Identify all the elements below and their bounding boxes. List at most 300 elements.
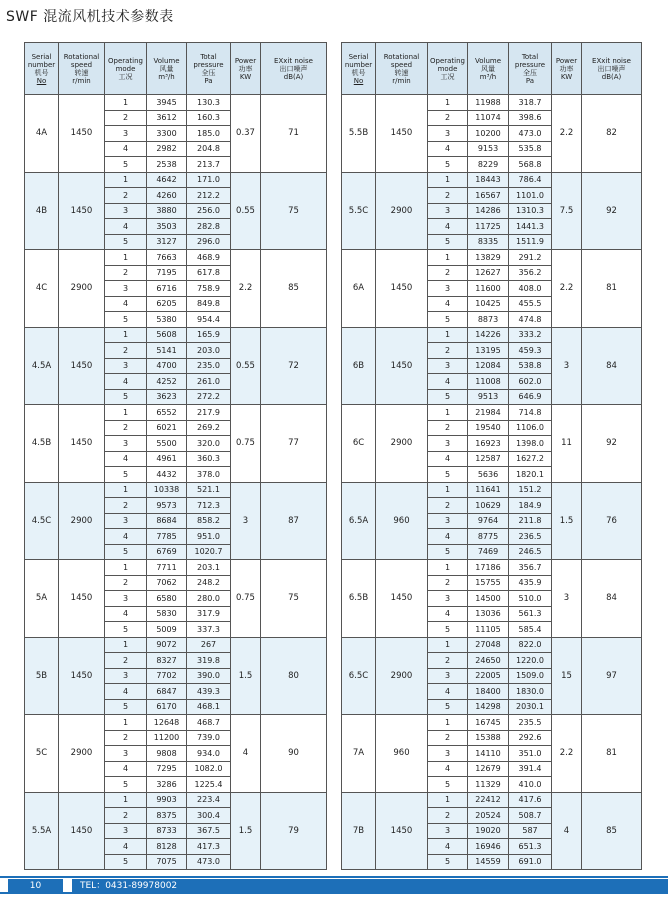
table-row (342, 482, 642, 498)
mode-cell: 5 (428, 622, 468, 638)
header-row (342, 43, 642, 95)
header-line: EXxit noise (592, 56, 631, 65)
pressure-cell: 248.2 (187, 575, 231, 591)
pressure-cell: 300.4 (187, 808, 231, 824)
volume-cell: 19020 (468, 823, 509, 839)
header-line: r/min (392, 76, 411, 85)
header-line: No (353, 76, 364, 85)
header-line: r/min (72, 76, 91, 85)
mode-cell: 3 (105, 203, 147, 219)
mode-cell: 4 (428, 374, 468, 390)
speed-cell: 960 (376, 482, 428, 560)
mode-cell: 5 (105, 699, 147, 715)
speed-cell: 2900 (376, 405, 428, 483)
header-line: speed (70, 60, 93, 69)
volume-cell: 11008 (468, 374, 509, 390)
speed-cell: 2900 (376, 637, 428, 715)
volume-cell: 4432 (147, 467, 187, 483)
mode-cell: 1 (428, 560, 468, 576)
model-cell: 6B (342, 327, 376, 405)
mode-cell: 5 (105, 467, 147, 483)
volume-cell: 12627 (468, 265, 509, 281)
volume-cell: 17186 (468, 560, 509, 576)
table-row (25, 172, 327, 188)
volume-cell: 11200 (147, 730, 187, 746)
noise-cell: 75 (261, 172, 327, 250)
pressure-cell: 203.0 (187, 343, 231, 359)
pressure-cell: 1106.0 (509, 420, 552, 436)
power-cell: 1.5 (231, 637, 261, 715)
pressure-cell: 849.8 (187, 296, 231, 312)
mode-cell: 2 (105, 498, 147, 514)
mode-cell: 5 (428, 854, 468, 870)
pressure-cell: 351.0 (509, 746, 552, 762)
volume-cell: 22005 (468, 668, 509, 684)
noise-cell: 92 (582, 405, 642, 483)
volume-cell: 6847 (147, 684, 187, 700)
pressure-cell: 739.0 (187, 730, 231, 746)
pressure-cell: 712.3 (187, 498, 231, 514)
speed-cell: 1450 (59, 637, 105, 715)
volume-cell: 11074 (468, 110, 509, 126)
header-line: Power (555, 56, 578, 65)
pressure-cell: 203.1 (187, 560, 231, 576)
volume-cell: 16567 (468, 188, 509, 204)
mode-cell: 3 (428, 203, 468, 219)
volume-cell: 14286 (468, 203, 509, 219)
noise-cell: 85 (582, 792, 642, 870)
mode-cell: 5 (428, 699, 468, 715)
volume-cell: 6552 (147, 405, 187, 421)
header-volume (147, 43, 187, 95)
mode-cell: 3 (428, 668, 468, 684)
mode-cell: 2 (105, 265, 147, 281)
pressure-cell: 1220.0 (509, 653, 552, 669)
table-row (25, 405, 327, 421)
volume-cell: 5141 (147, 343, 187, 359)
mode-cell: 2 (105, 653, 147, 669)
header-total-pressure (509, 43, 552, 95)
mode-cell: 5 (105, 777, 147, 793)
mode-cell: 4 (105, 219, 147, 235)
pressure-cell: 212.2 (187, 188, 231, 204)
volume-cell: 3880 (147, 203, 187, 219)
power-cell: 2.2 (552, 250, 582, 328)
pressure-cell: 714.8 (509, 405, 552, 421)
volume-cell: 3612 (147, 110, 187, 126)
noise-cell: 97 (582, 637, 642, 715)
mode-cell: 3 (428, 746, 468, 762)
power-cell: 3 (552, 560, 582, 638)
mode-cell: 4 (105, 761, 147, 777)
pressure-cell: 317.9 (187, 606, 231, 622)
volume-cell: 9903 (147, 792, 187, 808)
noise-cell: 87 (261, 482, 327, 560)
volume-cell: 15755 (468, 575, 509, 591)
pressure-cell: 786.4 (509, 172, 552, 188)
model-cell: 6.5B (342, 560, 376, 638)
pressure-cell: 184.9 (509, 498, 552, 514)
volume-cell: 4252 (147, 374, 187, 390)
noise-cell: 90 (261, 715, 327, 793)
header-line: 机号 (351, 68, 366, 77)
mode-cell: 5 (428, 777, 468, 793)
volume-cell: 16946 (468, 839, 509, 855)
mode-cell: 1 (105, 792, 147, 808)
power-cell: 2.2 (552, 95, 582, 173)
speed-cell: 960 (376, 715, 428, 793)
pressure-cell: 256.0 (187, 203, 231, 219)
pressure-cell: 822.0 (509, 637, 552, 653)
noise-cell: 92 (582, 172, 642, 250)
mode-cell: 4 (428, 141, 468, 157)
pressure-cell: 356.2 (509, 265, 552, 281)
volume-cell: 3623 (147, 389, 187, 405)
header-line: Total (521, 52, 539, 61)
volume-cell: 5830 (147, 606, 187, 622)
mode-cell: 1 (428, 405, 468, 421)
mode-cell: 4 (428, 529, 468, 545)
volume-cell: 8775 (468, 529, 509, 545)
speed-cell: 2900 (59, 482, 105, 560)
pressure-cell: 758.9 (187, 281, 231, 297)
pressure-cell: 356.7 (509, 560, 552, 576)
mode-cell: 3 (428, 126, 468, 142)
header-line: Power (234, 56, 257, 65)
table-row (342, 250, 642, 266)
mode-cell: 2 (428, 498, 468, 514)
pressure-cell: 185.0 (187, 126, 231, 142)
header-line: pressure (514, 60, 546, 69)
model-cell: 5.5C (342, 172, 376, 250)
mode-cell: 1 (428, 327, 468, 343)
volume-cell: 8733 (147, 823, 187, 839)
mode-cell: 5 (105, 389, 147, 405)
mode-cell: 4 (105, 296, 147, 312)
header-line: m³/h (479, 72, 497, 81)
volume-cell: 4260 (147, 188, 187, 204)
volume-cell: 14559 (468, 854, 509, 870)
speed-cell: 2900 (376, 172, 428, 250)
pressure-cell: 269.2 (187, 420, 231, 436)
volume-cell: 20524 (468, 808, 509, 824)
volume-cell: 10425 (468, 296, 509, 312)
model-cell: 7A (342, 715, 376, 793)
mode-cell: 2 (428, 575, 468, 591)
noise-cell: 82 (582, 95, 642, 173)
power-cell: 11 (552, 405, 582, 483)
volume-cell: 8229 (468, 157, 509, 173)
mode-cell: 1 (428, 250, 468, 266)
speed-cell: 1450 (59, 560, 105, 638)
header-line: No (36, 76, 47, 85)
pressure-cell: 1310.3 (509, 203, 552, 219)
volume-cell: 27048 (468, 637, 509, 653)
volume-cell: 13829 (468, 250, 509, 266)
header-line: 机号 (34, 68, 49, 77)
pressure-cell: 1509.0 (509, 668, 552, 684)
mode-cell: 1 (428, 482, 468, 498)
mode-cell: 1 (105, 560, 147, 576)
pressure-cell: 585.4 (509, 622, 552, 638)
header-power (552, 43, 582, 95)
pressure-cell: 535.8 (509, 141, 552, 157)
mode-cell: 3 (105, 513, 147, 529)
volume-cell: 19540 (468, 420, 509, 436)
header-line: KW (239, 72, 252, 81)
volume-cell: 12648 (147, 715, 187, 731)
model-cell: 6C (342, 405, 376, 483)
mode-cell: 1 (105, 637, 147, 653)
header-line: Serial (31, 52, 52, 61)
mode-cell: 4 (105, 141, 147, 157)
pressure-cell: 282.8 (187, 219, 231, 235)
volume-cell: 3945 (147, 95, 187, 111)
model-cell: 6A (342, 250, 376, 328)
fan-spec-table-right (341, 42, 642, 870)
pressure-cell: 474.8 (509, 312, 552, 328)
volume-cell: 14500 (468, 591, 509, 607)
noise-cell: 77 (261, 405, 327, 483)
volume-cell: 9153 (468, 141, 509, 157)
volume-cell: 14110 (468, 746, 509, 762)
volume-cell: 7663 (147, 250, 187, 266)
mode-cell: 2 (428, 730, 468, 746)
power-cell: 0.55 (231, 172, 261, 250)
volume-cell: 13195 (468, 343, 509, 359)
mode-cell: 1 (428, 172, 468, 188)
model-cell: 4.5A (25, 327, 59, 405)
speed-cell: 1450 (376, 250, 428, 328)
pressure-cell: 390.0 (187, 668, 231, 684)
header-line: 出口噪声 (279, 64, 308, 73)
speed-cell: 1450 (59, 95, 105, 173)
table-row (25, 95, 327, 111)
table-row (25, 482, 327, 498)
table-row (25, 327, 327, 343)
mode-cell: 5 (105, 234, 147, 250)
mode-cell: 5 (105, 544, 147, 560)
pressure-cell: 217.9 (187, 405, 231, 421)
volume-cell: 3286 (147, 777, 187, 793)
pressure-cell: 468.9 (187, 250, 231, 266)
volume-cell: 5608 (147, 327, 187, 343)
noise-cell: 79 (261, 792, 327, 870)
pressure-cell: 165.9 (187, 327, 231, 343)
table-row (342, 792, 642, 808)
volume-cell: 7469 (468, 544, 509, 560)
speed-cell: 1450 (59, 792, 105, 870)
volume-cell: 10200 (468, 126, 509, 142)
table-row (342, 95, 642, 111)
volume-cell: 12587 (468, 451, 509, 467)
model-cell: 5B (25, 637, 59, 715)
pressure-cell: 602.0 (509, 374, 552, 390)
header-line: EXxit noise (274, 56, 313, 65)
mode-cell: 5 (105, 312, 147, 328)
pressure-cell: 510.0 (509, 591, 552, 607)
mode-cell: 4 (105, 684, 147, 700)
header-line: KW (560, 72, 573, 81)
pressure-cell: 267 (187, 637, 231, 653)
volume-cell: 8375 (147, 808, 187, 824)
header-line: Rotational (383, 52, 420, 61)
speed-cell: 2900 (59, 250, 105, 328)
pressure-cell: 617.8 (187, 265, 231, 281)
pressure-cell: 408.0 (509, 281, 552, 297)
pressure-cell: 455.5 (509, 296, 552, 312)
volume-cell: 9764 (468, 513, 509, 529)
volume-cell: 9573 (147, 498, 187, 514)
pressure-cell: 333.2 (509, 327, 552, 343)
header-line: Volume (153, 56, 180, 65)
mode-cell: 2 (428, 653, 468, 669)
noise-cell: 84 (582, 327, 642, 405)
header-line: Operating (108, 56, 143, 65)
mode-cell: 2 (428, 265, 468, 281)
pressure-cell: 213.7 (187, 157, 231, 173)
table-row (342, 172, 642, 188)
mode-cell: 4 (428, 761, 468, 777)
volume-cell: 8684 (147, 513, 187, 529)
header-line: 转速 (394, 68, 409, 77)
power-cell: 2.2 (231, 250, 261, 328)
volume-cell: 10338 (147, 482, 187, 498)
header-line: Pa (204, 76, 213, 85)
mode-cell: 4 (428, 296, 468, 312)
speed-cell: 1450 (376, 95, 428, 173)
volume-cell: 6769 (147, 544, 187, 560)
header-line: 风量 (159, 64, 174, 73)
volume-cell: 9808 (147, 746, 187, 762)
mode-cell: 4 (428, 219, 468, 235)
table-row (25, 560, 327, 576)
pressure-cell: 378.0 (187, 467, 231, 483)
volume-cell: 8873 (468, 312, 509, 328)
mode-cell: 2 (105, 730, 147, 746)
table-row (342, 637, 642, 653)
model-cell: 4A (25, 95, 59, 173)
pressure-cell: 171.0 (187, 172, 231, 188)
header-line: mode (437, 64, 458, 73)
mode-cell: 2 (105, 808, 147, 824)
mode-cell: 5 (428, 389, 468, 405)
volume-cell: 11105 (468, 622, 509, 638)
pressure-cell: 1627.2 (509, 451, 552, 467)
volume-cell: 8335 (468, 234, 509, 250)
mode-cell: 3 (428, 436, 468, 452)
volume-cell: 6580 (147, 591, 187, 607)
power-cell: 15 (552, 637, 582, 715)
pressure-cell: 568.8 (509, 157, 552, 173)
table-row (25, 792, 327, 808)
header-operating-mode (428, 43, 468, 95)
mode-cell: 4 (428, 606, 468, 622)
pressure-cell: 435.9 (509, 575, 552, 591)
model-cell: 6.5C (342, 637, 376, 715)
header-line: 功率 (559, 64, 574, 73)
volume-cell: 9072 (147, 637, 187, 653)
header-line: speed (390, 60, 413, 69)
volume-cell: 6170 (147, 699, 187, 715)
pressure-cell: 651.3 (509, 839, 552, 855)
noise-cell: 71 (261, 95, 327, 173)
pressure-cell: 1020.7 (187, 544, 231, 560)
volume-cell: 7711 (147, 560, 187, 576)
table-row (342, 715, 642, 731)
volume-cell: 7785 (147, 529, 187, 545)
header-line: 风量 (481, 64, 495, 73)
table-row (25, 637, 327, 653)
header-line: dB(A) (283, 72, 304, 81)
pressure-cell: 468.1 (187, 699, 231, 715)
mode-cell: 1 (428, 637, 468, 653)
header-line: Rotational (63, 52, 100, 61)
mode-cell: 3 (105, 358, 147, 374)
pressure-cell: 561.3 (509, 606, 552, 622)
power-cell: 0.75 (231, 560, 261, 638)
mode-cell: 3 (105, 746, 147, 762)
pressure-cell: 459.3 (509, 343, 552, 359)
mode-cell: 3 (105, 436, 147, 452)
pressure-cell: 292.6 (509, 730, 552, 746)
mode-cell: 4 (105, 839, 147, 855)
pressure-cell: 934.0 (187, 746, 231, 762)
volume-cell: 5380 (147, 312, 187, 328)
pressure-cell: 473.0 (187, 854, 231, 870)
header-line: m³/h (158, 72, 175, 81)
pressure-cell: 337.3 (187, 622, 231, 638)
volume-cell: 18400 (468, 684, 509, 700)
mode-cell: 1 (105, 482, 147, 498)
volume-cell: 11988 (468, 95, 509, 111)
header-line: Total (200, 52, 217, 61)
pressure-cell: 468.7 (187, 715, 231, 731)
volume-cell: 14298 (468, 699, 509, 715)
volume-cell: 4961 (147, 451, 187, 467)
pressure-cell: 417.3 (187, 839, 231, 855)
pressure-cell: 223.4 (187, 792, 231, 808)
model-cell: 5.5A (25, 792, 59, 870)
header-line: Serial (348, 52, 369, 61)
mode-cell: 5 (428, 157, 468, 173)
pressure-cell: 360.3 (187, 451, 231, 467)
mode-cell: 2 (428, 808, 468, 824)
pressure-cell: 236.5 (509, 529, 552, 545)
header-line: pressure (193, 60, 224, 69)
noise-cell: 75 (261, 560, 327, 638)
mode-cell: 1 (105, 715, 147, 731)
volume-cell: 7702 (147, 668, 187, 684)
volume-cell: 16923 (468, 436, 509, 452)
pressure-cell: 951.0 (187, 529, 231, 545)
volume-cell: 11641 (468, 482, 509, 498)
pressure-cell: 521.1 (187, 482, 231, 498)
volume-cell: 10629 (468, 498, 509, 514)
volume-cell: 11725 (468, 219, 509, 235)
volume-cell: 4700 (147, 358, 187, 374)
header-row (25, 43, 327, 95)
pressure-cell: 272.2 (187, 389, 231, 405)
pressure-cell: 318.7 (509, 95, 552, 111)
mode-cell: 4 (428, 839, 468, 855)
volume-cell: 14226 (468, 327, 509, 343)
volume-cell: 22412 (468, 792, 509, 808)
mode-cell: 2 (428, 110, 468, 126)
pressure-cell: 1101.0 (509, 188, 552, 204)
volume-cell: 6205 (147, 296, 187, 312)
pressure-cell: 211.8 (509, 513, 552, 529)
